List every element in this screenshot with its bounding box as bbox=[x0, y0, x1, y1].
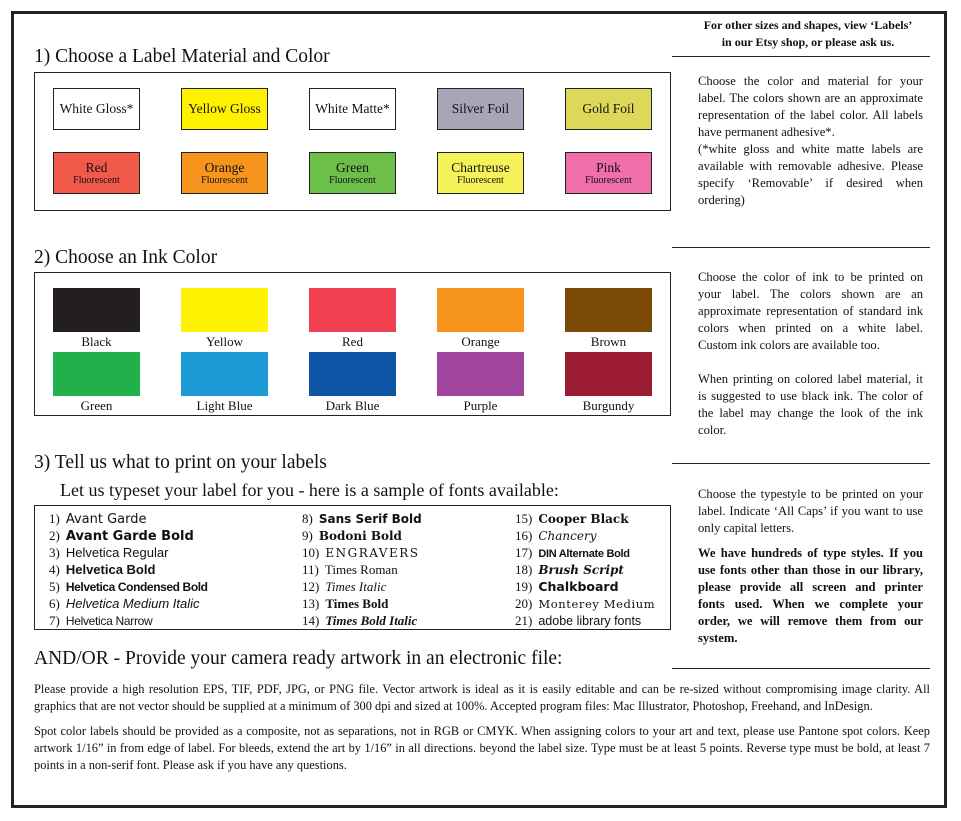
font-option[interactable] bbox=[515, 561, 624, 579]
font-name: Times Bold Italic bbox=[325, 613, 418, 628]
font-option[interactable] bbox=[49, 527, 194, 545]
material-name: White Gloss* bbox=[59, 101, 134, 116]
font-option[interactable] bbox=[302, 544, 419, 562]
font-number: 19) bbox=[515, 579, 533, 594]
material-swatch[interactable] bbox=[53, 88, 140, 130]
font-number: 4) bbox=[49, 562, 60, 577]
material-swatch[interactable] bbox=[565, 88, 652, 130]
spot-color-paragraph: Spot color labels should be provided as a composite, not as separations, not in RGB or CMYK. When assigning colors to your art and text, please use Pantone spot colors. Keep artwork 1/16” in from edge of label. For bleeds, extend the art by 1/16” in all directions. beyond the label size. Type must be at least 5 points. Reverse type must be bold, at least 7 points in a non-serif font. Please ask if you have any questions. bbox=[34, 724, 930, 772]
font-option[interactable] bbox=[49, 510, 147, 528]
font-name: Monterey Medium bbox=[538, 597, 656, 611]
font-name: Cooper Black bbox=[538, 512, 629, 526]
ink-swatch[interactable] bbox=[53, 352, 140, 396]
ink-swatch[interactable] bbox=[565, 288, 652, 332]
type-library-text: We have hundreds of type styles. If you use fonts other than those in our library, please provide all screen and printer fonts used. When we complete your order, we will remove them from our system. bbox=[698, 546, 923, 645]
font-option[interactable] bbox=[515, 510, 629, 528]
font-name: Helvetica Narrow bbox=[65, 614, 153, 628]
ink-name: Burgundy bbox=[582, 398, 635, 413]
material-swatch[interactable] bbox=[309, 152, 396, 194]
ink-name: Orange bbox=[461, 334, 500, 349]
material-swatch[interactable] bbox=[181, 152, 268, 194]
font-name: Times Bold bbox=[325, 596, 389, 611]
font-name: Helvetica Condensed Bold bbox=[65, 580, 208, 594]
font-number: 10) bbox=[302, 545, 320, 560]
material-name: Pink bbox=[596, 159, 621, 175]
font-name: Avant Garde Bold bbox=[65, 529, 194, 544]
material-name: Red bbox=[85, 159, 108, 175]
font-number: 15) bbox=[515, 511, 533, 526]
font-option[interactable] bbox=[302, 510, 422, 528]
ink-name: Light Blue bbox=[196, 398, 253, 413]
font-option[interactable] bbox=[302, 612, 417, 629]
font-number: 20) bbox=[515, 596, 533, 611]
material-name: Green bbox=[336, 159, 369, 175]
material-subtype: Fluorescent bbox=[585, 174, 632, 186]
ink-swatch[interactable] bbox=[181, 352, 268, 396]
divider bbox=[672, 56, 930, 57]
ink-swatch[interactable] bbox=[309, 352, 396, 396]
divider bbox=[672, 247, 930, 248]
font-name: Brush Script bbox=[538, 563, 624, 577]
material-help bbox=[698, 73, 923, 209]
font-name: ENGRAVERS bbox=[325, 546, 420, 560]
font-name: Bodoni Bold bbox=[318, 529, 402, 543]
ink-swatch[interactable] bbox=[565, 352, 652, 396]
type-help bbox=[698, 486, 923, 647]
material-subtype: Fluorescent bbox=[73, 174, 120, 186]
divider bbox=[672, 668, 930, 669]
ink-swatch[interactable] bbox=[437, 352, 524, 396]
artwork-heading: AND/OR - Provide your camera ready artwork in an electronic file: bbox=[34, 648, 563, 669]
ink-help bbox=[698, 269, 923, 439]
material-swatch[interactable] bbox=[437, 88, 524, 130]
font-name: DIN Alternate Bold bbox=[538, 548, 630, 560]
ink-name: Black bbox=[81, 334, 112, 349]
material-name: Orange bbox=[204, 159, 245, 175]
material-name: White Matte* bbox=[315, 101, 390, 116]
material-heading: 1) Choose a Label Material and Color bbox=[34, 46, 330, 67]
material-name: Gold Foil bbox=[582, 101, 635, 116]
type-help-text: Choose the typestyle to be printed on your label. Indicate ‘All Caps’ if you want to use only capital letters. bbox=[698, 487, 923, 535]
font-option[interactable] bbox=[302, 595, 388, 612]
ink-heading: 2) Choose an Ink Color bbox=[34, 247, 218, 268]
material-name: Chartreuse bbox=[451, 159, 510, 175]
typeset-heading: 3) Tell us what to print on your labels bbox=[34, 452, 327, 473]
ink-advice-text: When printing on colored label material, it is suggested to use black ink. The color of the label may change the look of the ink color. bbox=[698, 372, 923, 437]
artwork-instructions bbox=[34, 681, 930, 774]
material-swatch[interactable] bbox=[181, 88, 268, 130]
font-option[interactable] bbox=[49, 612, 152, 630]
typeset-subheading: Let us typeset your label for you - here is a sample of fonts available: bbox=[60, 480, 559, 500]
font-number: 2) bbox=[49, 528, 60, 543]
font-number: 21) bbox=[515, 613, 533, 628]
font-name: Times Italic bbox=[325, 579, 387, 594]
etsy-note-line2: in our Etsy shop, or please ask us. bbox=[721, 35, 895, 49]
material-swatch[interactable] bbox=[437, 152, 524, 194]
divider bbox=[672, 463, 930, 464]
material-swatch[interactable] bbox=[53, 152, 140, 194]
font-number: 5) bbox=[49, 579, 60, 594]
font-option[interactable] bbox=[49, 578, 208, 596]
artwork-paragraph: Please provide a high resolution EPS, TIF, PDF, JPG, or PNG file. Vector artwork is ideal as it is easily editable and can be re-sized without compromising image clarity. All graphics that are not vector should be supplied at a minimum of 300 dpi and sized at 100%. Accepted program files: Mac Illustrator, Photoshop, Freehand, and InDesign. bbox=[34, 682, 930, 713]
font-number: 1) bbox=[49, 511, 60, 526]
font-option[interactable] bbox=[302, 578, 386, 595]
font-name: adobe library fonts bbox=[538, 614, 642, 628]
material-swatch[interactable] bbox=[565, 152, 652, 194]
material-subtype: Fluorescent bbox=[329, 174, 376, 186]
font-number: 13) bbox=[302, 596, 320, 611]
ink-name: Brown bbox=[590, 334, 627, 349]
ink-name: Red bbox=[342, 334, 363, 349]
ink-swatch[interactable] bbox=[309, 288, 396, 332]
font-option[interactable] bbox=[49, 595, 200, 612]
font-number: 7) bbox=[49, 613, 60, 628]
font-number: 17) bbox=[515, 545, 533, 560]
ink-name: Dark Blue bbox=[325, 398, 380, 413]
font-number: 6) bbox=[49, 596, 60, 611]
material-name: Yellow Gloss bbox=[188, 101, 261, 116]
font-name: Helvetica Bold bbox=[65, 562, 156, 577]
font-name: Chalkboard bbox=[538, 579, 619, 594]
font-name: Helvetica Regular bbox=[65, 545, 169, 560]
font-option[interactable] bbox=[49, 544, 168, 561]
material-name: Silver Foil bbox=[451, 101, 510, 116]
ink-name: Yellow bbox=[206, 334, 243, 349]
material-box bbox=[34, 72, 671, 211]
etsy-note-line1: For other sizes and shapes, view ‘Labels’ bbox=[703, 18, 913, 32]
font-number: 8) bbox=[302, 511, 313, 526]
material-swatch[interactable] bbox=[309, 88, 396, 130]
font-name: Chancery bbox=[538, 529, 597, 543]
font-name: Times Roman bbox=[324, 562, 398, 577]
ink-name: Purple bbox=[463, 398, 498, 413]
font-number: 16) bbox=[515, 528, 533, 543]
material-help-text: Choose the color and material for your label. The colors shown are an approximate representation of the label color. All labels have permanent adhesive*. bbox=[698, 74, 923, 139]
ink-swatch[interactable] bbox=[437, 288, 524, 332]
ink-help-text: Choose the color of ink to be printed on your label. The colors shown are an approximate representation of standard ink colors when printed on a white label. Custom ink colors are available too. bbox=[698, 270, 923, 352]
ink-box bbox=[34, 272, 671, 416]
font-option[interactable] bbox=[515, 612, 641, 630]
font-number: 9) bbox=[302, 528, 313, 543]
removable-note: (*white gloss and white matte labels are available with removable adhesive. Please specify ‘Removable’ if desired when ordering) bbox=[698, 142, 923, 207]
font-option[interactable] bbox=[515, 595, 655, 613]
font-option[interactable] bbox=[302, 561, 398, 578]
font-number: 3) bbox=[49, 545, 60, 560]
font-option[interactable] bbox=[515, 578, 619, 595]
ink-swatch[interactable] bbox=[53, 288, 140, 332]
ink-name: Green bbox=[80, 398, 113, 413]
font-name: Sans Serif Bold bbox=[318, 512, 422, 526]
font-option[interactable] bbox=[515, 527, 596, 545]
font-option[interactable] bbox=[302, 527, 402, 545]
font-list-box bbox=[34, 505, 671, 630]
font-number: 14) bbox=[302, 613, 320, 628]
font-option[interactable] bbox=[49, 561, 155, 578]
font-name: Helvetica Medium Italic bbox=[65, 596, 200, 611]
font-number: 18) bbox=[515, 562, 533, 577]
font-number: 12) bbox=[302, 579, 320, 594]
material-subtype: Fluorescent bbox=[457, 174, 504, 186]
ink-swatch[interactable] bbox=[181, 288, 268, 332]
font-number: 11) bbox=[302, 562, 319, 577]
etsy-note bbox=[680, 17, 936, 51]
material-subtype: Fluorescent bbox=[201, 174, 248, 186]
font-name: Avant Garde bbox=[65, 512, 147, 527]
